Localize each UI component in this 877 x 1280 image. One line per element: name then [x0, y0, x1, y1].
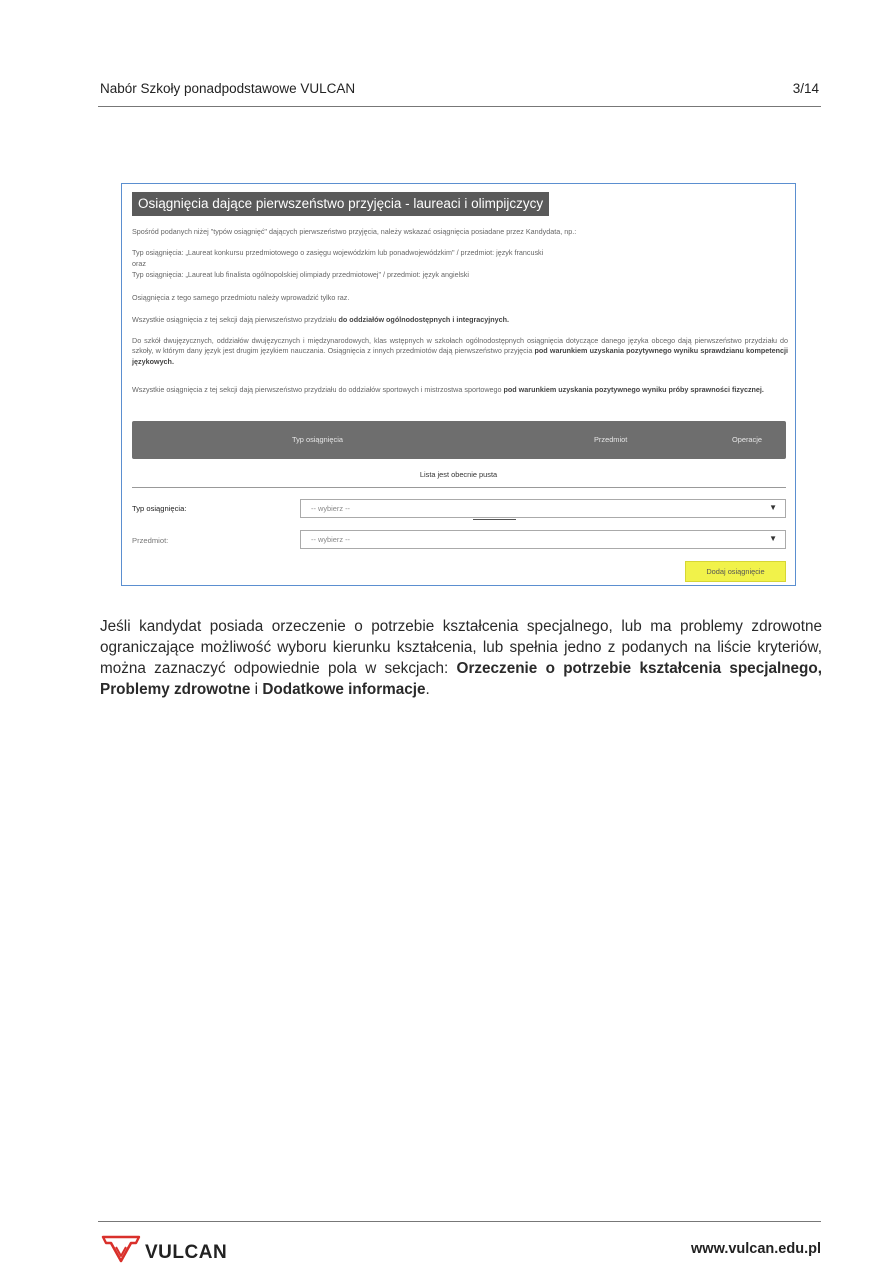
type-select-value: -- wybierz -- [311, 504, 351, 513]
page-number: 3/14 [792, 81, 819, 96]
empty-list-message: Lista jest obecnie pusta [419, 470, 498, 479]
section-title: Osiągnięcia dające pierwszeństwo przyjęcia - laureaci i olimpijczycy [132, 192, 549, 216]
chevron-down-icon: ▼ [769, 534, 777, 543]
intro-text: Spośród podanych niżej "typów osiągnięć" dających pierwszeństwo przyjęcia, należy wskazać osiągnięcia posiadane przez Kandydata, np.: [132, 227, 577, 236]
column-operations: Operacje [732, 435, 762, 444]
header-divider [98, 106, 821, 107]
footer-divider [98, 1221, 821, 1222]
logo-wordmark: VULCAN [145, 1242, 228, 1263]
example-and: oraz [132, 259, 146, 268]
column-subject[interactable]: Przedmiot [594, 435, 628, 444]
instructions-paragraph: Jeśli kandydat posiada orzeczenie o potrzebie kształcenia specjalnego, lub ma problemy zdrowotne ograniczające możliwość wyboru kierunku kształcenia, lub spełnia jedno z podanych na liście kryteriów, można zaznaczyć odpowiednie pola w sekcjach: Orzeczenie o potrzebie kształcenia specjalnego, Problemy zdrowotne i Dodatkowe informacje. [100, 618, 822, 698]
website-url[interactable]: www.vulcan.edu.pl [691, 1241, 821, 1257]
vulcan-logo-icon [101, 1234, 141, 1268]
achievements-screenshot [121, 183, 796, 586]
underline-mark [473, 519, 516, 520]
subject-select-value: -- wybierz -- [311, 535, 351, 544]
document-title: Nabór Szkoły ponadpodstawowe VULCAN [100, 81, 356, 96]
chevron-down-icon: ▼ [769, 503, 777, 512]
example-1: Typ osiągnięcia: „Laureat konkursu przedmiotowego o zasięgu wojewódzkim lub ponadwojewódzkim" / przedmiot: język francuski [132, 248, 544, 257]
column-type[interactable]: Typ osiągnięcia [292, 435, 343, 444]
achievements-table-header [132, 421, 786, 459]
once-note: Osiągnięcia z tego samego przedmiotu należy wprowadzić tylko raz. [132, 293, 350, 302]
table-divider [132, 487, 786, 488]
subject-select[interactable] [300, 530, 786, 549]
all-section-note: Wszystkie osiągnięcia z tej sekcji dają pierwszeństwo przydziału do oddziałów ogólnodostępnych i integracyjnych. [132, 315, 510, 324]
vulcan-logo [101, 1234, 231, 1268]
example-2: Typ osiągnięcia: „Laureat lub finalista ogólnopolskiej olimpiady przedmiotowej" / przedmiot: język angielski [132, 270, 469, 279]
type-label: Typ osiągnięcia: [132, 504, 187, 513]
sport-note: Wszystkie osiągnięcia z tej sekcji dają pierwszeństwo przydziału do oddziałów sportowych i mistrzostwa sportowego pod warunkiem uzyskania pozytywnego wyniku próby sprawności fizycznej. [132, 385, 764, 394]
type-select[interactable] [300, 499, 786, 518]
subject-label: Przedmiot: [132, 536, 169, 545]
add-achievement-button[interactable]: Dodaj osiągnięcie [685, 561, 786, 582]
bilingual-note: Do szkół dwujęzycznych, oddziałów dwujęzycznych i międzynarodowych, klas wstępnych w szkołach ogólnodostępnych osiągnięcia dotyczące danego języka obcego dają pierwszeństwo przydziału do szkoły, w którym dany język jest drugim językiem nauczania. Osiągnięcia z innych przedmiotów dają pierwszeństwo przyjęcia pod warunkiem uzyskania pozytywnego wyniku sprawdzianu kompetencji językowych. [132, 336, 788, 366]
